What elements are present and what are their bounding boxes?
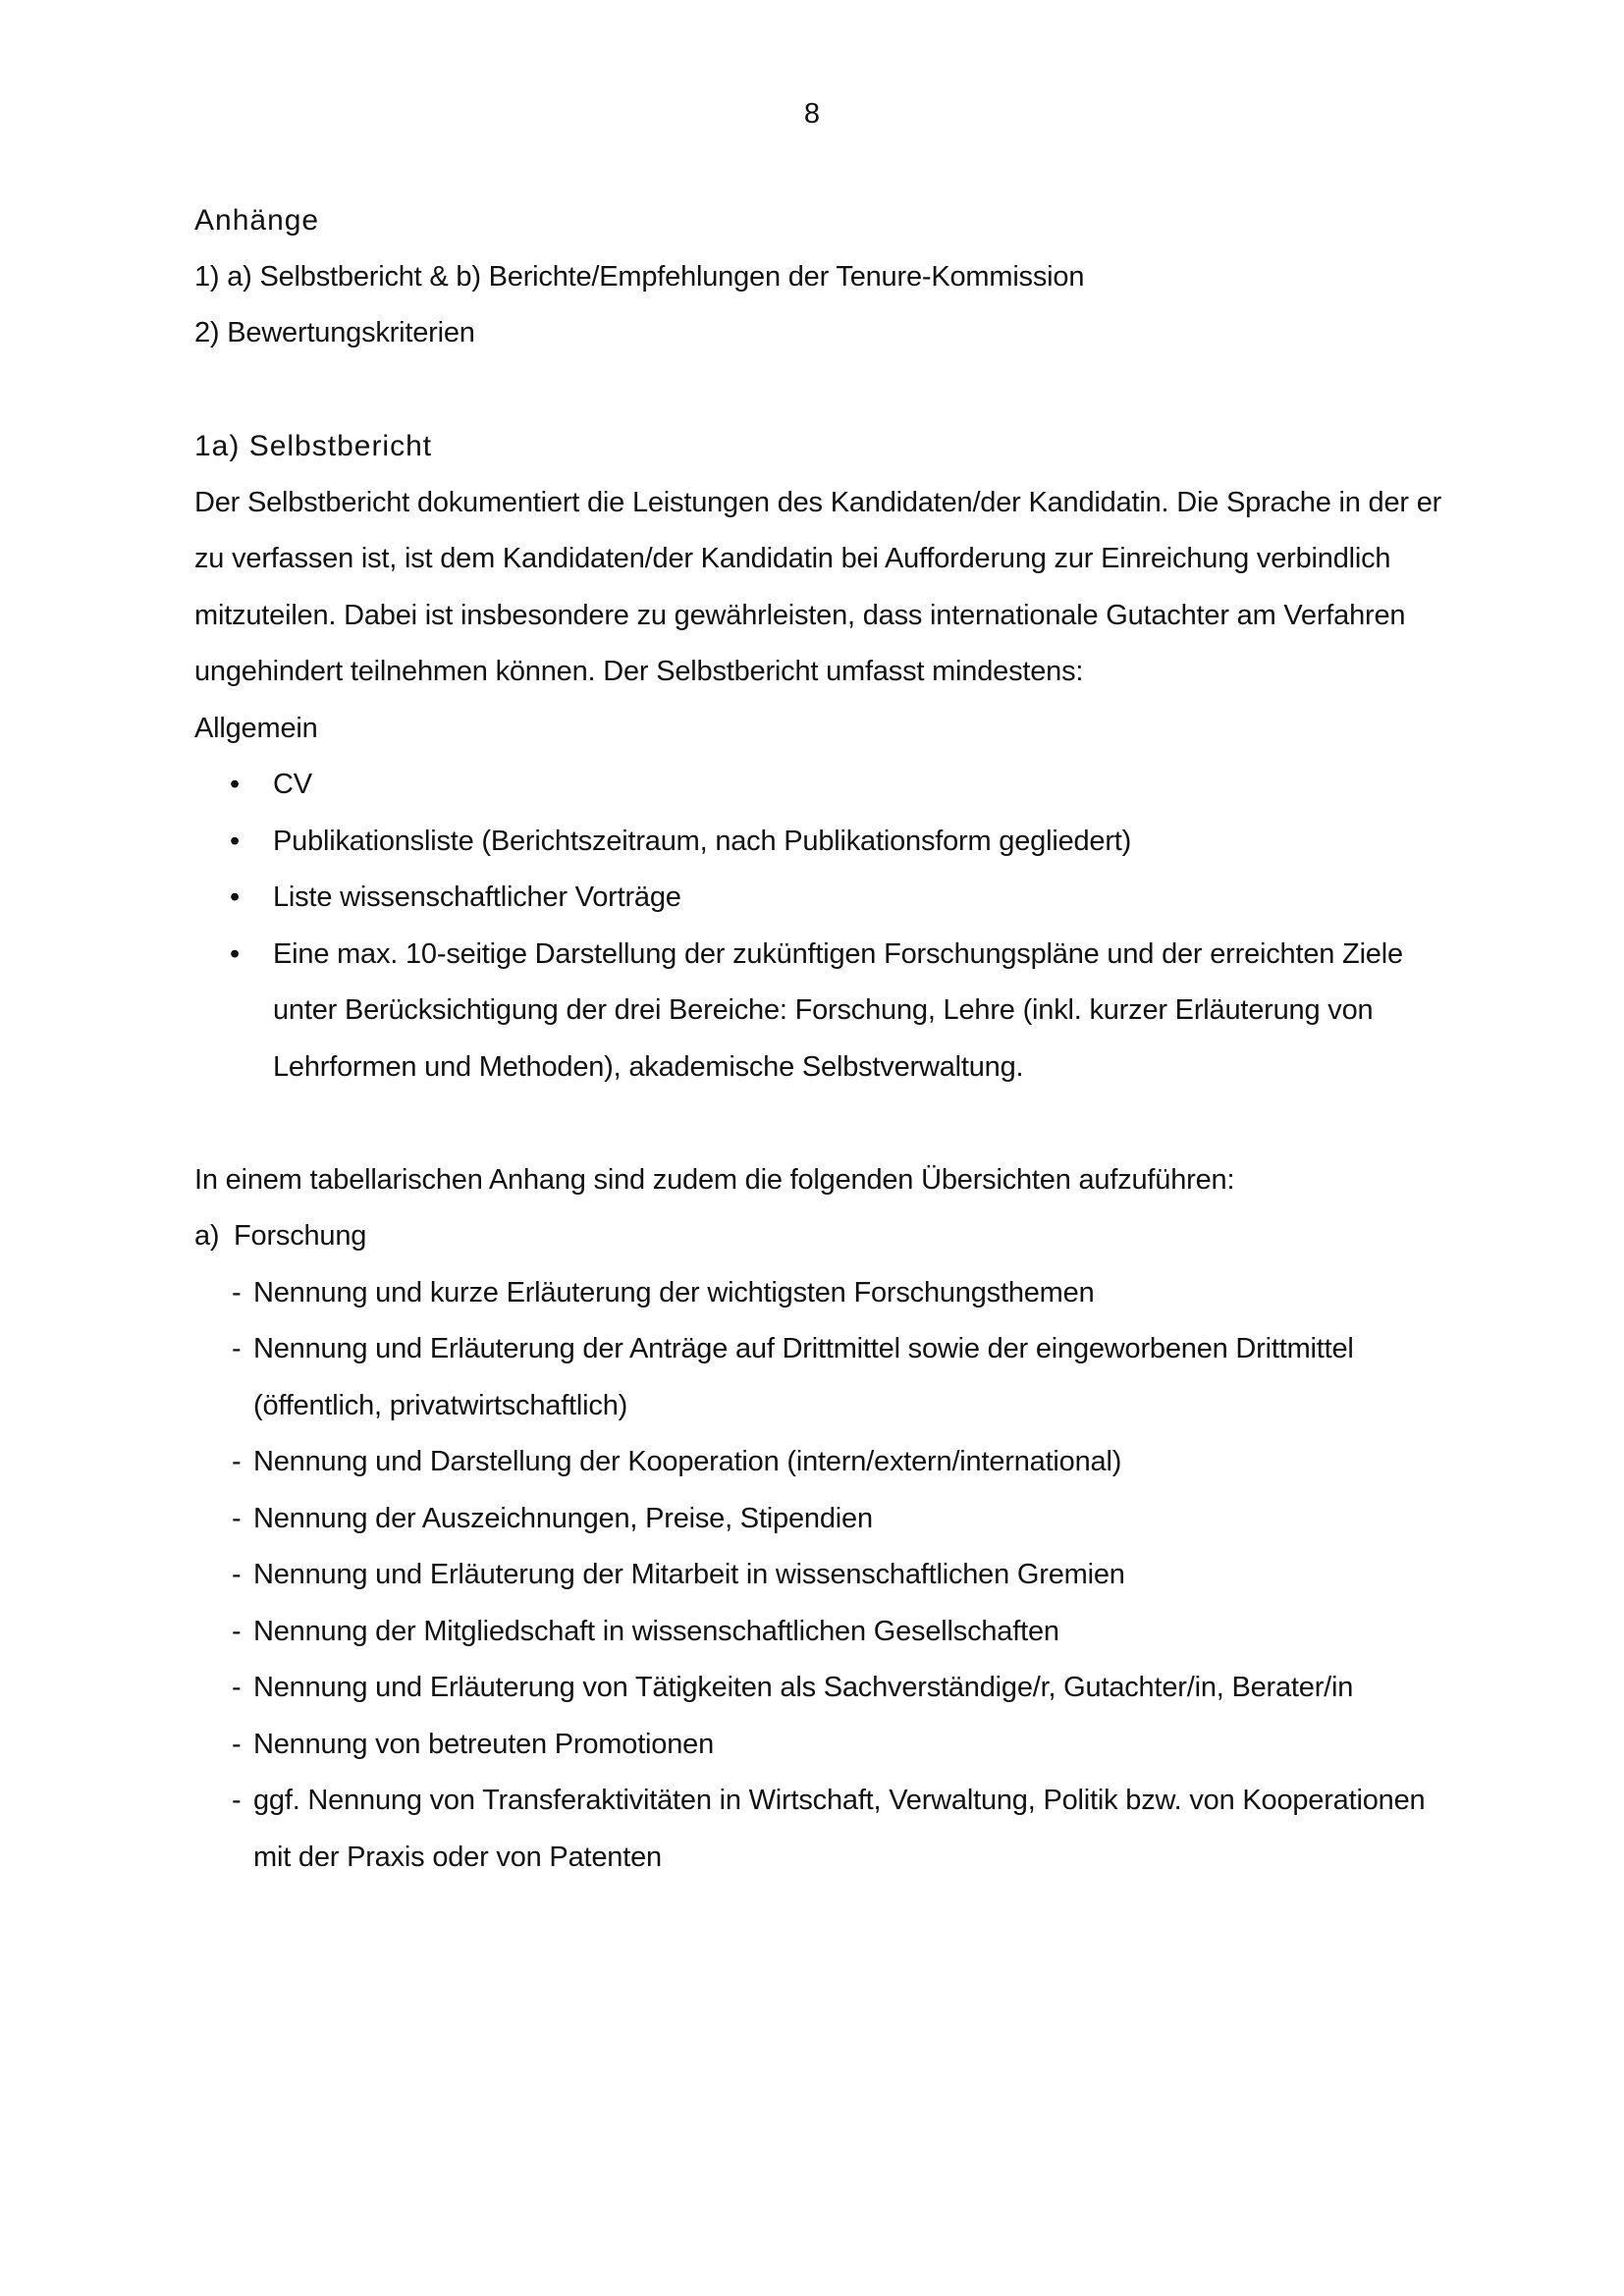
bullet-icon: • [230,825,240,857]
appendix-intro: In einem tabellarischen Anhang sind zudem die folgenden Übersichten aufzuführen: [194,1163,1235,1196]
list-item-text: ggf. Nennung von Transferaktivitäten in Wirtschaft, Verwaltung, Politik bzw. von Kooperationen mit der Praxis oder von Patenten [253,1785,1426,1873]
list-item [194,814,1461,871]
spacer [194,1095,1461,1152]
list-item-text: CV [273,769,312,800]
dash-icon: - [232,1333,242,1364]
page-number: 8 [803,98,821,130]
research-label [194,1208,1461,1265]
spacer [194,362,1461,419]
list-item [194,1434,1461,1491]
list-item-text: Nennung und Erläuterung der Mitarbeit in wissenschaftlichen Gremien [253,1559,1125,1590]
list-item-text: Nennung der Auszeichnungen, Preise, Stipendien [253,1502,873,1534]
self-report-heading: 1a) Selbstbericht [194,430,433,462]
list-item [194,1265,1461,1322]
annex-heading: Anhänge [194,204,320,237]
dash-icon: - [232,1559,242,1590]
general-label: Allgemein [194,712,318,744]
dash-icon: - [232,1276,242,1308]
annex-item-2: 2) Bewertungskriterien [194,317,475,348]
list-item [194,1717,1461,1774]
research-label-text: Forschung [234,1220,367,1252]
annex-item-1: 1) a) Selbstbericht & b) Berichte/Empfehlungen der Tenure-Kommission [194,260,1085,293]
list-item [194,1491,1461,1548]
list-item [194,927,1461,1096]
document-body [194,192,1461,1886]
dash-icon: - [232,1446,242,1477]
list-item [194,1660,1461,1717]
bullet-icon: • [230,937,240,970]
list-item-text: Eine max. 10-seitige Darstellung der zukünftigen Forschungspläne und der erreichten Ziele unter Berücksichtigung der drei Bereiche: Forschung, Lehre (inkl. kurzer Erläuterung von Lehrformen und Methoden), akademische Selbstverwaltung. [273,937,1403,1083]
list-item [194,1773,1461,1886]
bullet-icon: • [230,881,240,913]
list-item [194,1321,1461,1434]
list-item-text: Nennung und Darstellung der Kooperation (intern/extern/international) [253,1446,1122,1477]
research-marker: a) [194,1220,220,1252]
list-item [194,870,1461,927]
list-item [194,1547,1461,1604]
list-item-text: Nennung und Erläuterung der Anträge auf Drittmittel sowie der eingeworbenen Drittmittel (öffentlich, privatwirtschaftlich) [253,1333,1354,1421]
dash-icon: - [232,1728,242,1760]
self-report-intro: Der Selbstbericht dokumentiert die Leistungen des Kandidaten/der Kandidatin. Die Sprache in der er zu verfassen ist, ist dem Kandidaten/der Kandidatin bei Aufforderung zur Einreichung verbindlich mitzuteilen. Dabei ist insbesondere zu gewährleisten, dass internationale Gutachter am Verfahren ungehindert teilnehmen können. Der Selbstbericht umfasst mindestens: [194,486,1442,687]
list-item-text: Nennung der Mitgliedschaft in wissenschaftlichen Gesellschaften [253,1615,1059,1647]
bullet-icon: • [230,769,240,800]
list-item [194,757,1461,814]
list-item-text: Nennung von betreuten Promotionen [253,1728,715,1760]
list-item-text: Nennung und kurze Erläuterung der wichtigsten Forschungsthemen [253,1276,1095,1308]
list-item-text: Liste wissenschaftlicher Vorträge [273,881,681,913]
list-item [194,1604,1461,1661]
research-list [194,1265,1461,1887]
dash-icon: - [232,1672,242,1703]
dash-icon: - [232,1502,242,1534]
list-item-text: Nennung und Erläuterung von Tätigkeiten als Sachverständige/r, Gutachter/in, Berater/in [253,1672,1354,1703]
list-item-text: Publikationsliste (Berichtszeitraum, nach Publikationsform gegliedert) [273,825,1132,857]
dash-icon: - [232,1785,242,1816]
general-list [194,757,1461,1095]
dash-icon: - [232,1615,242,1647]
